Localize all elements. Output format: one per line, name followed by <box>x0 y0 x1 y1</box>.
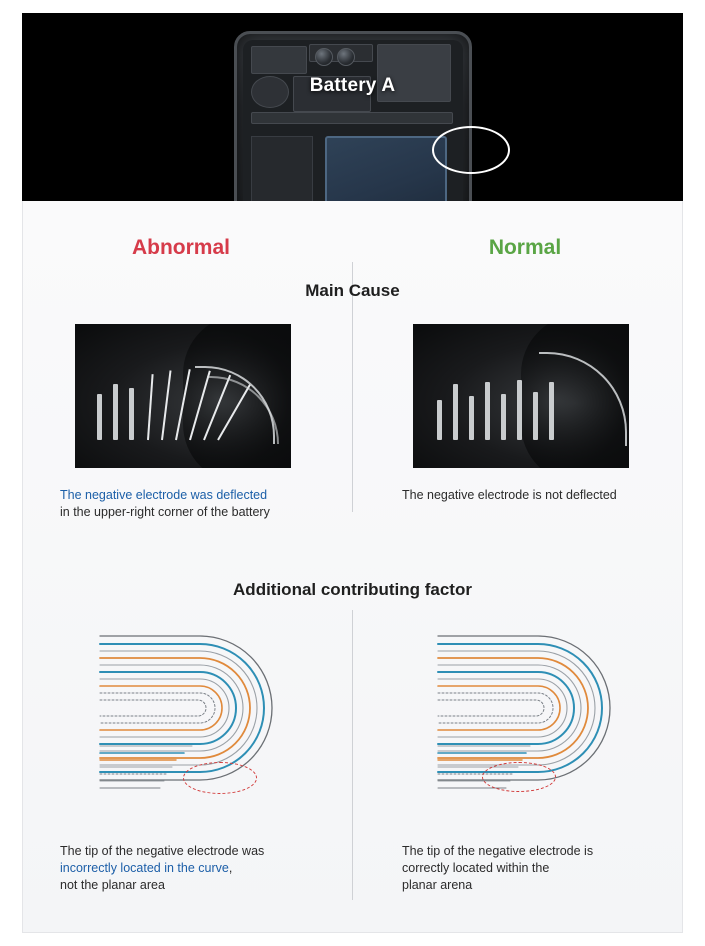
micrograph-normal <box>413 324 629 468</box>
electrode-bar <box>485 382 490 440</box>
caption-text: in the upper-right corner of the battery <box>60 505 270 519</box>
camera-lens-icon <box>315 48 333 66</box>
caption-abnormal-additional <box>60 843 330 894</box>
electrode-bar <box>113 384 118 440</box>
electrode-bar <box>533 392 538 440</box>
component-block <box>251 46 307 74</box>
micrograph-abnormal <box>75 324 291 468</box>
battery-cell <box>325 136 447 201</box>
battery-photo-panel <box>22 13 683 201</box>
caption-text: planar arena <box>402 878 473 892</box>
battery-label: Battery A <box>309 75 396 96</box>
electrode-tip <box>147 374 154 440</box>
caption-text: The negative electrode is not deflected <box>402 488 617 502</box>
column-divider <box>352 610 353 900</box>
caption-abnormal-main-cause <box>60 487 340 521</box>
electrode-tip <box>161 370 172 440</box>
caption-comma: , <box>228 861 233 875</box>
column-heading-normal: Normal <box>488 236 562 259</box>
component-block <box>251 112 453 124</box>
caption-text: The tip of the negative electrode was <box>60 844 265 858</box>
phone-teardown-image <box>234 31 472 201</box>
caption-normal-additional <box>402 843 672 894</box>
electrode-tip-marker-normal <box>482 762 556 792</box>
column-heading-abnormal: Abnormal <box>131 236 230 259</box>
component-block <box>251 136 313 201</box>
electrode-bar <box>129 388 134 440</box>
section-title-additional-factor: Additional contributing factor <box>233 580 472 599</box>
electrode-tip-marker-abnormal <box>183 762 257 794</box>
caption-highlight: incorrectly located in the curve <box>60 861 229 875</box>
electrode-bar <box>517 380 522 440</box>
caption-normal-main-cause <box>402 487 682 504</box>
electrode-bar <box>469 396 474 440</box>
electrode-bar <box>453 384 458 440</box>
camera-lens-icon <box>337 48 355 66</box>
section-title-main-cause: Main Cause <box>305 281 400 300</box>
electrode-bar <box>97 394 102 440</box>
electrode-bar <box>501 394 506 440</box>
caption-highlight: The negative electrode was deflected <box>60 488 268 502</box>
electrode-bar <box>437 400 442 440</box>
caption-text: correctly located within the <box>402 861 550 875</box>
caption-text: not the planar area <box>60 878 165 892</box>
phone-internals <box>243 40 463 201</box>
ellipse-highlight-icon <box>432 126 510 174</box>
caption-text: The tip of the negative electrode is <box>402 844 594 858</box>
